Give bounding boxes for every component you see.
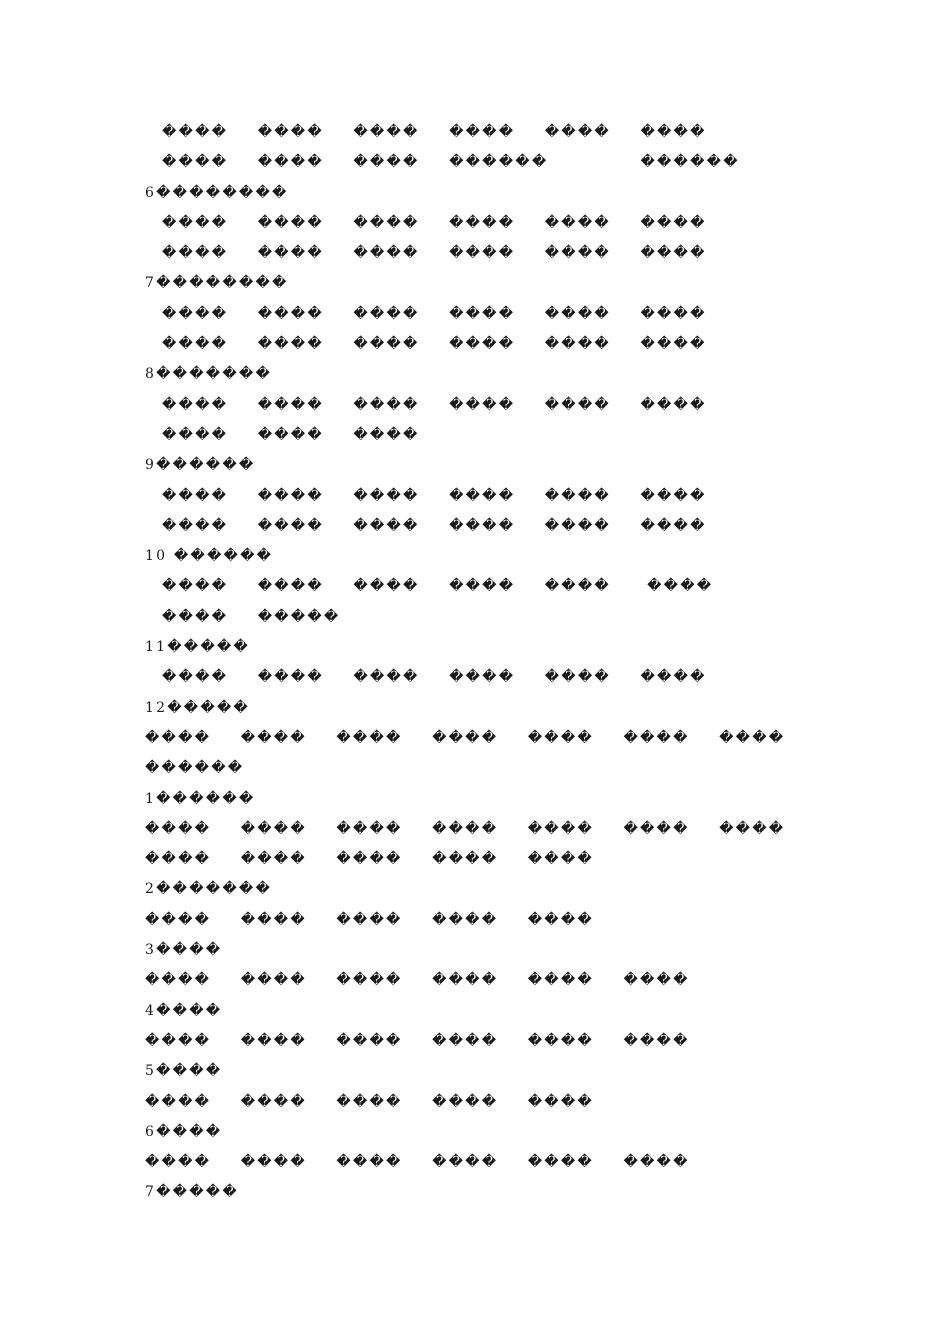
item-row: [145, 814, 845, 844]
list-item: ����: [257, 426, 324, 443]
section-heading: 12�����: [145, 699, 250, 716]
list-item: ����: [544, 214, 611, 231]
list-item: ����: [719, 820, 786, 837]
list-item: ����: [640, 517, 707, 534]
list-item: ����: [640, 245, 707, 262]
list-item: ����: [640, 214, 707, 231]
list-item: ����: [162, 124, 229, 140]
section-heading: 10 ������: [145, 548, 274, 565]
list-item: ����: [353, 426, 420, 443]
list-item: ����: [257, 517, 324, 534]
list-item: ����: [257, 214, 324, 231]
item-row: [145, 965, 845, 995]
item-row: [145, 299, 845, 329]
list-item: ����: [162, 154, 229, 171]
list-item: ����: [353, 124, 420, 140]
list-item: ����: [336, 1093, 403, 1110]
list-item: ����: [527, 820, 594, 837]
list-item: ����: [449, 214, 516, 231]
list-item: ����: [353, 396, 420, 413]
section-heading: 6��������: [145, 184, 289, 201]
list-item: ����: [336, 1154, 403, 1171]
list-item: ����: [336, 972, 403, 989]
list-item: ����: [145, 851, 212, 868]
list-item: ����: [449, 517, 516, 534]
list-item: ����: [353, 578, 420, 595]
list-item: ����: [449, 578, 516, 595]
list-item: ����: [257, 124, 324, 140]
item-row: [145, 662, 845, 692]
list-item: ����: [257, 245, 324, 262]
list-item: ����: [432, 1154, 499, 1171]
list-item: ����: [240, 1093, 307, 1110]
list-item: ����: [640, 396, 707, 413]
list-item: ����: [336, 911, 403, 928]
list-item: ����: [240, 820, 307, 837]
list-item: ����: [257, 154, 324, 171]
item-row: [145, 1087, 845, 1117]
list-item: ����: [527, 972, 594, 989]
list-item: ����: [353, 305, 420, 322]
list-item: ����: [257, 396, 324, 413]
item-row: [145, 481, 845, 511]
list-item: ����: [432, 851, 499, 868]
item-row: [145, 602, 845, 632]
list-item: ����: [544, 578, 611, 595]
list-item: ����: [432, 1032, 499, 1049]
section-heading: 5����: [145, 1063, 223, 1080]
list-item: ����: [432, 972, 499, 989]
list-item: ����: [527, 729, 594, 746]
item-row: [145, 1147, 845, 1177]
list-item: ����: [527, 1093, 594, 1110]
list-item: ����: [353, 154, 420, 171]
list-item: �����: [257, 608, 341, 625]
item-row: [145, 329, 845, 359]
list-item: ����: [353, 517, 420, 534]
list-item: ����: [432, 820, 499, 837]
list-item: ����: [544, 396, 611, 413]
list-item: ����: [240, 911, 307, 928]
list-item: ����: [353, 487, 420, 504]
list-item: ����: [449, 396, 516, 413]
list-item: ����: [162, 336, 229, 353]
item-row: [145, 844, 845, 874]
list-item: ����: [162, 426, 229, 443]
list-item: ����: [449, 669, 516, 686]
list-item: ����: [640, 487, 707, 504]
item-row: [145, 1026, 845, 1056]
section-heading: 9������: [145, 457, 256, 474]
list-item: ����: [257, 487, 324, 504]
section-heading: 3����: [145, 942, 223, 959]
list-item: ����: [544, 517, 611, 534]
list-item: ����: [257, 305, 324, 322]
list-item: ����: [145, 911, 212, 928]
list-item: ����: [145, 729, 212, 746]
list-item: ����: [336, 1032, 403, 1049]
item-row: [145, 238, 845, 268]
list-item: ����: [527, 911, 594, 928]
section-heading: 2�������: [145, 881, 272, 898]
list-item: ����: [640, 669, 707, 686]
list-item: ����: [719, 729, 786, 746]
list-item: ����: [544, 245, 611, 262]
list-item: ����: [432, 1093, 499, 1110]
list-item: ����: [162, 578, 229, 595]
list-item: ����: [544, 487, 611, 504]
list-item: ����: [336, 820, 403, 837]
list-item: ����: [544, 336, 611, 353]
item-row: [145, 208, 845, 238]
item-row: [145, 511, 845, 541]
list-item: ����: [240, 1032, 307, 1049]
section-heading: 11�����: [145, 639, 250, 656]
list-item: ����: [449, 336, 516, 353]
list-item: ����: [449, 487, 516, 504]
list-item: ����: [336, 729, 403, 746]
section-heading: 4����: [145, 1002, 223, 1019]
list-item: ����: [353, 245, 420, 262]
list-item: ������: [449, 154, 549, 171]
list-item: ����: [449, 245, 516, 262]
list-item: ����: [449, 124, 516, 140]
list-item: ����: [353, 336, 420, 353]
list-item: ����: [257, 669, 324, 686]
list-item: ����: [449, 305, 516, 322]
item-row: [145, 390, 845, 420]
list-item: ����: [527, 851, 594, 868]
list-item: ����: [623, 972, 690, 989]
list-item: ����: [240, 972, 307, 989]
list-item: ����: [336, 851, 403, 868]
item-row: [145, 571, 845, 601]
section-heading: 7��������: [145, 275, 289, 292]
section-heading: ������: [145, 760, 245, 777]
list-item: ����: [162, 214, 229, 231]
list-item: ����: [640, 124, 707, 140]
list-item: ����: [162, 245, 229, 262]
document-body: [145, 117, 845, 1208]
list-item: ����: [640, 578, 714, 595]
list-item: ����: [432, 729, 499, 746]
list-item: ����: [527, 1154, 594, 1171]
section-heading: 7�����: [145, 1184, 239, 1201]
section-heading: 6����: [145, 1123, 223, 1140]
list-item: ����: [162, 669, 229, 686]
list-item: ����: [640, 336, 707, 353]
list-item: ����: [145, 820, 212, 837]
list-item: ������: [640, 154, 740, 171]
list-item: ����: [145, 972, 212, 989]
section-heading: 1������: [145, 790, 256, 807]
list-item: ����: [240, 1154, 307, 1171]
list-item: ����: [162, 608, 229, 625]
list-item: ����: [544, 669, 611, 686]
list-item: ����: [544, 124, 611, 140]
list-item: ����: [623, 729, 690, 746]
item-row: [145, 905, 845, 935]
list-item: ����: [145, 1032, 212, 1049]
item-row: [145, 723, 845, 753]
list-item: ����: [257, 336, 324, 353]
item-row: [145, 147, 845, 177]
list-item: ����: [257, 578, 324, 595]
list-item: ����: [353, 669, 420, 686]
list-item: ����: [623, 1032, 690, 1049]
list-item: ����: [432, 911, 499, 928]
list-item: ����: [353, 214, 420, 231]
list-item: ����: [162, 305, 229, 322]
list-item: ����: [145, 1154, 212, 1171]
list-item: ����: [162, 487, 229, 504]
item-row: [145, 420, 845, 450]
list-item: ����: [240, 729, 307, 746]
list-item: ����: [623, 1154, 690, 1171]
list-item: ����: [162, 517, 229, 534]
item-row: [145, 117, 845, 147]
list-item: ����: [623, 820, 690, 837]
list-item: ����: [544, 305, 611, 322]
list-item: ����: [640, 305, 707, 322]
list-item: ����: [527, 1032, 594, 1049]
list-item: ����: [240, 851, 307, 868]
list-item: ����: [145, 1093, 212, 1110]
section-heading: 8�������: [145, 366, 272, 383]
list-item: ����: [162, 396, 229, 413]
